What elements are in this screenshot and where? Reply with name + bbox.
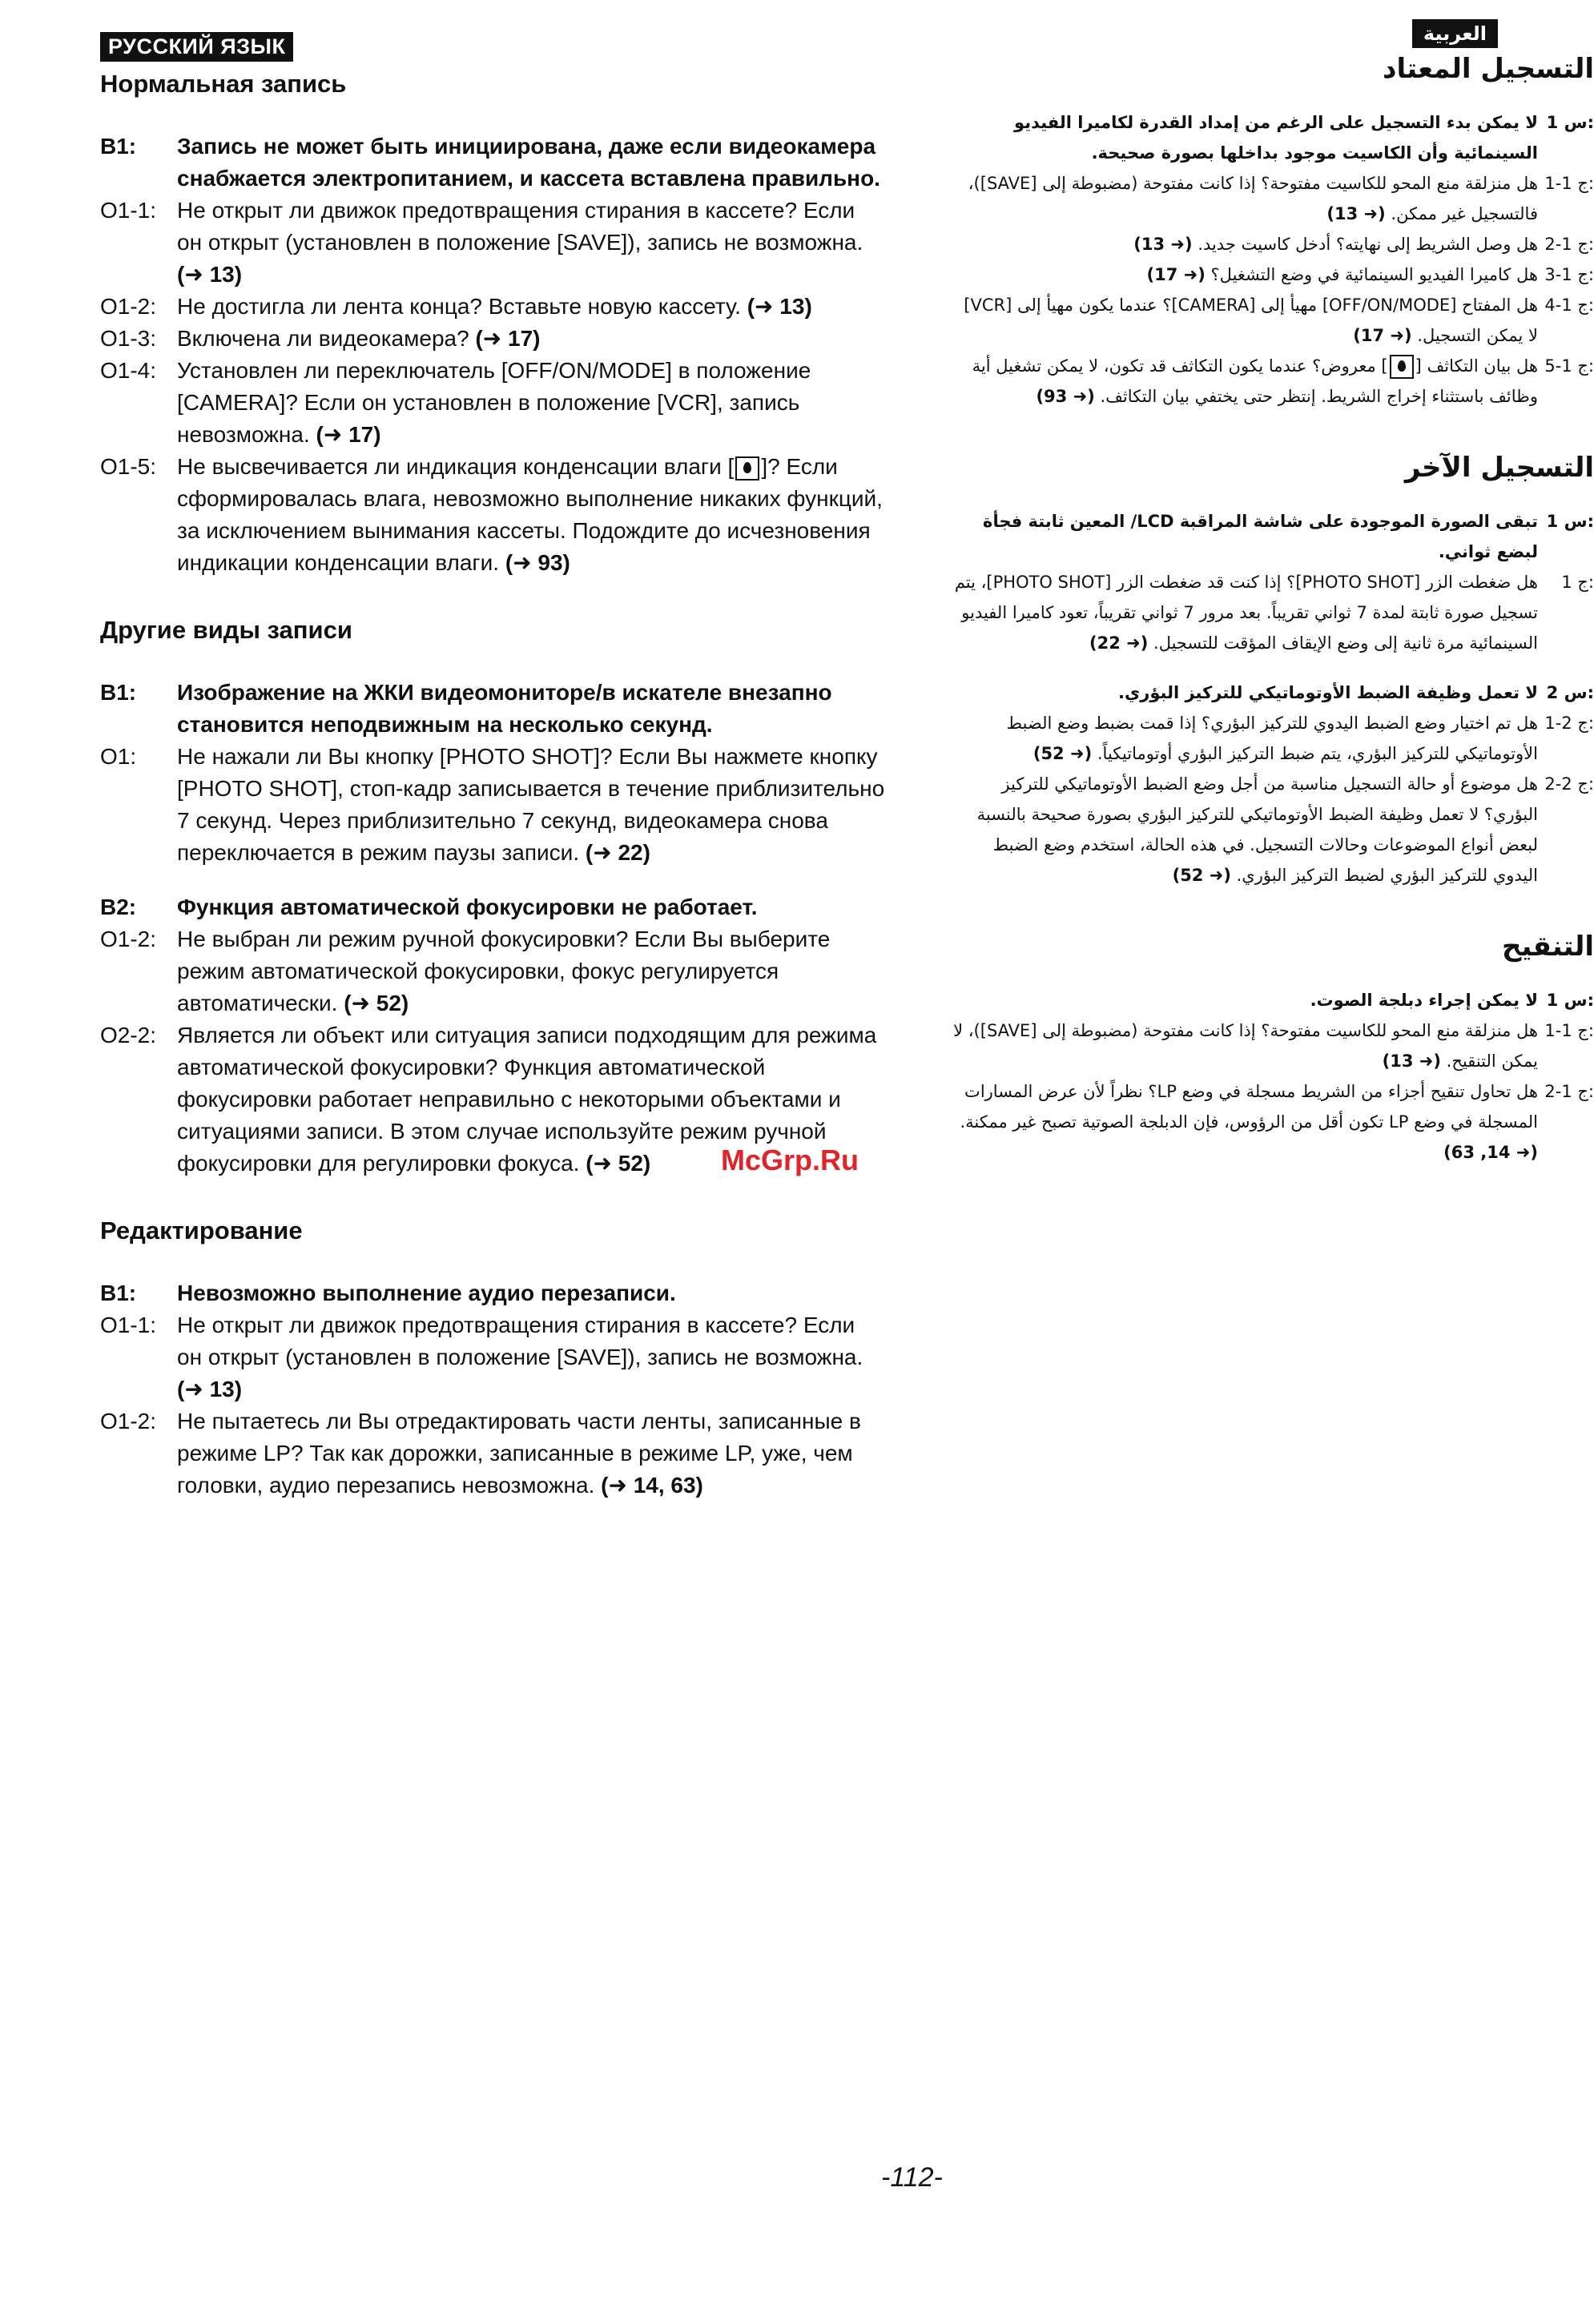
question	[937, 677, 1594, 708]
page-reference: (➜ 93)	[1036, 387, 1095, 406]
page-reference: (➜ 52)	[344, 991, 409, 1015]
answer	[100, 291, 885, 323]
answer	[100, 1309, 885, 1405]
page-reference: (➜ 52)	[1172, 866, 1231, 885]
answer-text: هل بيان التكاثف [	[1415, 356, 1538, 376]
answer	[937, 351, 1594, 412]
question-label: س 1:	[1546, 113, 1594, 132]
answer-label: ج 1-2:	[1544, 1082, 1594, 1101]
page-reference: (➜ 52)	[1032, 744, 1093, 763]
answer-text: هل المفتاح [OFF/ON/MODE] مهيأ إلى [CAMERA]؟ عندما يكون مهيأ إلى [VCR] لا يمكن التسجيل.	[964, 296, 1538, 345]
section-title-normal-recording: Нормальная запись	[100, 70, 347, 98]
question-text: تبقى الصورة الموجودة على شاشة المراقبة LCD/ المعين ثابتة فجأة لبضع ثواني.	[983, 512, 1538, 561]
answer-text: هل موضوع أو حالة التسجيل مناسبة من أجل وضع الضبط الأوتوماتيكي للتركيز البؤري؟ لا تعمل وظيفة الضبط الأوتوماتيكي للتركيز البؤري بصورة صحيحة بالنسبة لبعض أنواع الموضوعات وحالات التسجيل. في هذه الحالة، استخدم وضع الضبط اليدوي للتركيز البؤري لضبط التركيز البؤري.	[976, 774, 1538, 885]
answer	[937, 229, 1594, 259]
section-title-other-recording-ar: التسجيل الآخر	[1404, 452, 1594, 484]
question	[100, 131, 885, 195]
page-reference: (➜ 93)	[505, 550, 570, 575]
section-title-other-recording: Другие виды записи	[100, 616, 352, 644]
section-title-normal-recording-ar: التسجيل المعتاد	[1383, 53, 1594, 85]
russian-column	[100, 32, 885, 1502]
answer	[937, 1015, 1594, 1076]
answer	[100, 1405, 885, 1502]
answer-label: О1-2:	[100, 1409, 157, 1433]
page-number: -112-	[881, 2162, 943, 2193]
watermark: McGrp.Ru	[721, 1144, 859, 1176]
answer-label: О1-1:	[100, 198, 157, 223]
question-label: س 2:	[1546, 683, 1594, 702]
page-reference: (➜ 52)	[586, 1151, 651, 1176]
question-text: Запись не может быть инициирована, даже если видеокамера снабжается электропитанием, и кассета вставлена правильно.	[177, 134, 880, 191]
page-reference: (➜ 17)	[1353, 326, 1412, 345]
answer	[937, 259, 1594, 290]
answer-text: هل كاميرا الفيديو السينمائية في وضع التشغيل؟	[1210, 265, 1538, 284]
question	[100, 1277, 885, 1309]
answer-label: О1-3:	[100, 326, 157, 351]
page-reference: (➜ 17)	[475, 326, 541, 351]
answer	[937, 290, 1594, 351]
answer-text: هل وصل الشريط إلى نهايته؟ أدخل كاسيت جديد.	[1198, 235, 1538, 254]
answer	[937, 567, 1594, 658]
page-reference: (➜ 13)	[1326, 204, 1386, 223]
question-label: س 1:	[1546, 991, 1594, 1010]
answer-label: О1-5:	[100, 454, 157, 479]
language-badge-arabic: العربية	[1412, 19, 1498, 48]
answer	[100, 923, 885, 1019]
answer-text: ] معروض؟ عندما يكون التكاثف قد تكون، لا يمكن تشغيل أية وظائف باستثناء إخراج الشريط. إنتظر حتى يختفي بيان التكاثف.	[972, 356, 1538, 406]
moisture-drop-icon	[1390, 355, 1414, 379]
page-reference: (➜ 17)	[1146, 265, 1206, 284]
question-label: س 1:	[1546, 512, 1594, 531]
answer-text: هل تحاول تنقيح أجزاء من الشريط مسجلة في وضع LP؟ نظراً لأن عرض المسارات المسجلة في وضع LP تكون أقل من الرؤوس، فإن الدبلجة الصوتية تصبح غير ممكنة.	[960, 1082, 1538, 1132]
answer-label: ج 1-1:	[1544, 174, 1594, 193]
answer-label: ج 1:	[1561, 573, 1594, 592]
answer-text: هل ضغطت الزر [PHOTO SHOT]؟ إذا كنت قد ضغطت الزر [PHOTO SHOT]، يتم تسجيل صورة ثابتة لمدة 7 ثواني تقريباً. بعد مرور 7 ثواني تقريباً، تعود كاميرا الفيديو السينمائية مرة ثانية إلى وضع الإيقاف المؤقت للتسجيل.	[954, 573, 1538, 653]
page-reference: (➜ 22)	[585, 840, 650, 865]
page-reference: (➜ 13)	[177, 262, 243, 287]
answer	[937, 769, 1594, 891]
answer-text: هل تم اختيار وضع الضبط اليدوي للتركيز البؤري؟ إذا قمت بضبط وضع الضبط الأوتوماتيكي للتركيز البؤري، يتم ضبط التركيز البؤري أوتوماتيكياً.	[1006, 714, 1538, 763]
answer-text: هل منزلقة منع المحو للكاسيت مفتوحة؟ إذا كانت مفتوحة (مضبوطة إلى [SAVE])، لا يمكن التنقيح.	[953, 1021, 1538, 1071]
section-title-editing: Редактирование	[100, 1216, 303, 1244]
answer-text: Не пытаетесь ли Вы отредактировать части ленты, записанные в режиме LP? Так как дорожки, записанные в режиме LP, уже, чем головки, аудио перезапись невозможна.	[177, 1409, 861, 1498]
answer-text: Не высвечивается ли индикация конденсации влаги [	[177, 454, 735, 479]
question-text: لا يمكن إجراء دبلجة الصوت.	[1310, 991, 1538, 1010]
question	[937, 506, 1594, 567]
answer-label: О1:	[100, 744, 137, 769]
page-reference: (➜ 14, 63)	[601, 1473, 703, 1498]
answer-text: هل منزلقة منع المحو للكاسيت مفتوحة؟ إذا كانت مفتوحة (مضبوطة إلى [SAVE])، فالتسجيل غير ممكن.	[968, 174, 1538, 223]
answer	[937, 1076, 1594, 1168]
page-reference: (➜ 13)	[1133, 235, 1193, 254]
language-badge-russian: РУССКИЙ ЯЗЫК	[100, 32, 293, 62]
question-text: لا تعمل وظيفة الضبط الأوتوماتيكي للتركيز البؤري.	[1118, 683, 1538, 702]
answer-text: Включена ли видеокамера?	[177, 326, 469, 351]
answer-label: О2-2:	[100, 1023, 157, 1047]
page-reference: (➜ 22)	[1089, 633, 1149, 653]
question	[100, 677, 885, 741]
answer-text: Является ли объект или ситуация записи подходящим для режима автоматической фокусировки? Функция автоматической фокусировки работает неправильно с некоторыми объектами и ситуациями записи. В этом случае используйте режим ручной фокусировки для регулировки фокуса.	[177, 1023, 877, 1176]
question-label: В2:	[100, 895, 137, 919]
page-reference: (➜ 13)	[1382, 1051, 1441, 1071]
question-text: Изображение на ЖКИ видеомониторе/в искателе внезапно становится неподвижным на несколько секунд.	[177, 680, 832, 737]
question	[100, 891, 885, 923]
answer-text: Не достигла ли лента конца? Вставьте новую кассету.	[177, 294, 741, 319]
answer-label: ج 2-2:	[1544, 774, 1594, 794]
answer	[937, 708, 1594, 769]
answer-text: Не выбран ли режим ручной фокусировки? Если Вы выберите режим автоматической фокусировки, фокус регулируется автоматически.	[177, 927, 831, 1015]
answer-label: ج 1-3:	[1544, 265, 1594, 284]
moisture-drop-icon	[735, 456, 759, 480]
answer	[100, 195, 885, 291]
page-reference: (➜ 13)	[747, 294, 812, 319]
answer	[937, 168, 1594, 229]
answer-label: ج 1-4:	[1544, 296, 1594, 315]
section-title-editing-ar: التنقيح	[1501, 931, 1594, 963]
question-label: В1:	[100, 1281, 137, 1305]
answer	[100, 741, 885, 869]
question	[937, 985, 1594, 1015]
arabic-column	[937, 19, 1594, 1168]
page-reference: (➜ 13)	[177, 1377, 243, 1401]
question-text: Невозможно выполнение аудио перезаписи.	[177, 1281, 676, 1305]
answer-label: О1-4:	[100, 358, 157, 383]
page-reference: (➜ 14, 63)	[1443, 1143, 1538, 1162]
answer-label: ج 1-5:	[1544, 356, 1594, 376]
answer-label: О1-1:	[100, 1313, 157, 1337]
answer-label: О1-2:	[100, 294, 157, 319]
answer-label: ج 2-1:	[1544, 714, 1594, 733]
question-text: Функция автоматической фокусировки не работает.	[177, 895, 758, 919]
answer-text: Не открыт ли движок предотвращения стирания в кассете? Если он открыт (установлен в положение [SAVE]), запись не возможна.	[177, 1313, 863, 1369]
page-reference: (➜ 17)	[316, 422, 381, 447]
answer	[100, 323, 885, 355]
answer-text: Не открыт ли движок предотвращения стирания в кассете? Если он открыт (установлен в положение [SAVE]), запись не возможна.	[177, 198, 863, 255]
answer	[100, 355, 885, 451]
answer-label: ج 1-1:	[1544, 1021, 1594, 1040]
answer	[100, 451, 885, 579]
question-text: لا يمكن بدء التسجيل على الرغم من إمداد القدرة لكاميرا الفيديو السينمائية وأن الكاسيت موجود بداخلها بصورة صحيحة.	[1014, 113, 1538, 163]
answer-text: Не нажали ли Вы кнопку [PHOTO SHOT]? Если Вы нажмете кнопку [PHOTO SHOT], стоп-кадр записывается в течение приблизительно 7 секунд. Через приблизительно 7 секунд, видеокамера снова переключается в режим паузы записи.	[177, 744, 885, 865]
answer-label: О1-2:	[100, 927, 157, 951]
answer-text: Установлен ли переключатель [OFF/ON/MODE] в положение [CAMERA]? Если он установлен в положение [VCR], запись невозможна.	[177, 358, 811, 447]
question	[937, 107, 1594, 168]
answer-text: ]? Если сформировалась влага, невозможно выполнение никаких функций, за исключением вынимания кассеты. Подождите до исчезновения индикации конденсации влаги.	[177, 454, 883, 575]
question-label: В1:	[100, 680, 137, 705]
answer-label: ج 1-2:	[1544, 235, 1594, 254]
question-label: В1:	[100, 134, 137, 159]
